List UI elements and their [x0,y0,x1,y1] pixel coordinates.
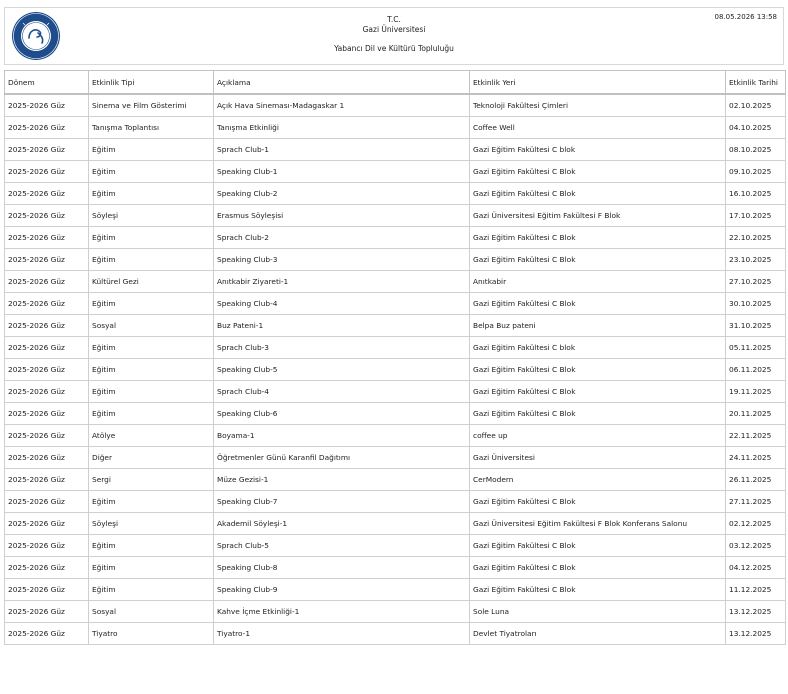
cell-etkinlik-tarihi: 13.12.2025 [726,601,786,623]
table-row [5,381,786,403]
cell-aciklama: Tanışma Etkinliği [214,117,470,139]
cell-etkinlik-tarihi: 13.12.2025 [726,623,786,645]
cell-aciklama: Speaking Club-5 [214,359,470,381]
cell-etkinlik-yeri: CerModern [470,469,726,491]
cell-etkinlik-tipi: Kültürel Gezi [89,271,214,293]
cell-donem: 2025-2026 Güz [5,381,89,403]
cell-etkinlik-tarihi: 20.11.2025 [726,403,786,425]
table-header-row [5,71,786,95]
cell-donem: 2025-2026 Güz [5,227,89,249]
table-row [5,359,786,381]
cell-etkinlik-tarihi: 31.10.2025 [726,315,786,337]
cell-aciklama: Speaking Club-7 [214,491,470,513]
table-row [5,447,786,469]
cell-etkinlik-tipi: Eğitim [89,359,214,381]
cell-etkinlik-tipi: Eğitim [89,337,214,359]
cell-donem: 2025-2026 Güz [5,469,89,491]
cell-etkinlik-tarihi: 04.10.2025 [726,117,786,139]
table-row [5,601,786,623]
cell-aciklama: Speaking Club-9 [214,579,470,601]
cell-etkinlik-tipi: Söyleşi [89,513,214,535]
cell-etkinlik-tarihi: 02.10.2025 [726,94,786,117]
cell-aciklama: Öğretmenler Günü Karanfil Dağıtımı [214,447,470,469]
table-row [5,623,786,645]
cell-aciklama: Sprach Club-4 [214,381,470,403]
cell-donem: 2025-2026 Güz [5,359,89,381]
cell-donem: 2025-2026 Güz [5,205,89,227]
cell-etkinlik-yeri: Gazi Eğitim Fakültesi C Blok [470,491,726,513]
cell-etkinlik-tipi: Atölye [89,425,214,447]
cell-etkinlik-tipi: Eğitim [89,579,214,601]
cell-aciklama: Sprach Club-2 [214,227,470,249]
cell-etkinlik-yeri: Gazi Üniversitesi Eğitim Fakültesi F Blok [470,205,726,227]
cell-etkinlik-tipi: Tiyatro [89,623,214,645]
cell-etkinlik-tarihi: 06.11.2025 [726,359,786,381]
cell-etkinlik-tarihi: 16.10.2025 [726,183,786,205]
table-row [5,94,786,117]
cell-aciklama: Speaking Club-1 [214,161,470,183]
cell-donem: 2025-2026 Güz [5,579,89,601]
cell-etkinlik-yeri: coffee up [470,425,726,447]
header-university-name: Gazi Üniversitesi [362,25,426,34]
cell-etkinlik-tipi: Sinema ve Film Gösterimi [89,94,214,117]
column-header-etkinlik-tipi: Etkinlik Tipi [89,71,214,95]
cell-etkinlik-yeri: Gazi Eğitim Fakültesi C Blok [470,403,726,425]
table-row [5,403,786,425]
cell-donem: 2025-2026 Güz [5,271,89,293]
table-row [5,293,786,315]
cell-etkinlik-tarihi: 22.10.2025 [726,227,786,249]
cell-etkinlik-yeri: Sole Luna [470,601,726,623]
report-header [4,7,784,65]
header-titles [5,15,783,54]
cell-aciklama: Erasmus Söyleşisi [214,205,470,227]
table-row [5,579,786,601]
cell-etkinlik-tipi: Eğitim [89,535,214,557]
cell-donem: 2025-2026 Güz [5,425,89,447]
cell-etkinlik-yeri: Gazi Eğitim Fakültesi C Blok [470,359,726,381]
cell-etkinlik-tarihi: 11.12.2025 [726,579,786,601]
cell-donem: 2025-2026 Güz [5,535,89,557]
events-table [4,70,786,645]
cell-etkinlik-tarihi: 05.11.2025 [726,337,786,359]
cell-etkinlik-yeri: Gazi Eğitim Fakültesi C Blok [470,579,726,601]
column-header-etkinlik-tarihi: Etkinlik Tarihi [726,71,786,95]
table-row [5,139,786,161]
cell-etkinlik-tarihi: 19.11.2025 [726,381,786,403]
cell-etkinlik-tipi: Eğitim [89,161,214,183]
cell-aciklama: Boyama-1 [214,425,470,447]
table-row [5,337,786,359]
cell-donem: 2025-2026 Güz [5,337,89,359]
cell-donem: 2025-2026 Güz [5,139,89,161]
cell-aciklama: Akademil Söyleşi-1 [214,513,470,535]
cell-aciklama: Müze Gezisi-1 [214,469,470,491]
cell-etkinlik-yeri: Devlet Tiyatroları [470,623,726,645]
cell-etkinlik-tarihi: 02.12.2025 [726,513,786,535]
cell-donem: 2025-2026 Güz [5,183,89,205]
cell-etkinlik-tipi: Sosyal [89,601,214,623]
report-timestamp: 08.05.2026 13:58 [714,13,777,21]
table-row [5,315,786,337]
cell-etkinlik-yeri: Gazi Eğitim Fakültesi C Blok [470,183,726,205]
cell-etkinlik-yeri: Gazi Üniversitesi [470,447,726,469]
cell-etkinlik-yeri: Belpa Buz pateni [470,315,726,337]
cell-donem: 2025-2026 Güz [5,447,89,469]
cell-aciklama: Buz Pateni-1 [214,315,470,337]
cell-etkinlik-tipi: Sosyal [89,315,214,337]
cell-etkinlik-tipi: Söyleşi [89,205,214,227]
table-row [5,513,786,535]
cell-donem: 2025-2026 Güz [5,117,89,139]
cell-aciklama: Speaking Club-6 [214,403,470,425]
cell-donem: 2025-2026 Güz [5,293,89,315]
cell-etkinlik-tipi: Sergi [89,469,214,491]
table-row [5,271,786,293]
cell-etkinlik-yeri: Gazi Eğitim Fakültesi C Blok [470,249,726,271]
table-row [5,425,786,447]
cell-donem: 2025-2026 Güz [5,491,89,513]
cell-aciklama: Kahve İçme Etkinliği-1 [214,601,470,623]
cell-aciklama: Sprach Club-1 [214,139,470,161]
cell-etkinlik-tarihi: 30.10.2025 [726,293,786,315]
cell-aciklama: Sprach Club-5 [214,535,470,557]
cell-donem: 2025-2026 Güz [5,315,89,337]
cell-etkinlik-tipi: Eğitim [89,557,214,579]
cell-donem: 2025-2026 Güz [5,403,89,425]
cell-etkinlik-yeri: Gazi Eğitim Fakültesi C Blok [470,535,726,557]
cell-etkinlik-tarihi: 22.11.2025 [726,425,786,447]
cell-etkinlik-tipi: Eğitim [89,293,214,315]
cell-aciklama: Sprach Club-3 [214,337,470,359]
table-row [5,557,786,579]
table-body [5,94,786,645]
cell-etkinlik-tipi: Eğitim [89,403,214,425]
cell-donem: 2025-2026 Güz [5,601,89,623]
cell-etkinlik-tarihi: 26.11.2025 [726,469,786,491]
cell-donem: 2025-2026 Güz [5,623,89,645]
cell-etkinlik-yeri: Gazi Eğitim Fakültesi C Blok [470,557,726,579]
cell-etkinlik-yeri: Gazi Eğitim Fakültesi C Blok [470,161,726,183]
cell-etkinlik-tarihi: 08.10.2025 [726,139,786,161]
cell-etkinlik-yeri: Gazi Eğitim Fakültesi C Blok [470,227,726,249]
column-header-etkinlik-yeri: Etkinlik Yeri [470,71,726,95]
cell-aciklama: Anıtkabir Ziyareti-1 [214,271,470,293]
table-row [5,491,786,513]
cell-aciklama: Açık Hava Sineması-Madagaskar 1 [214,94,470,117]
cell-etkinlik-tipi: Diğer [89,447,214,469]
cell-etkinlik-tipi: Tanışma Toplantısı [89,117,214,139]
cell-etkinlik-tarihi: 27.10.2025 [726,271,786,293]
cell-etkinlik-tipi: Eğitim [89,491,214,513]
cell-etkinlik-tarihi: 09.10.2025 [726,161,786,183]
cell-etkinlik-tarihi: 03.12.2025 [726,535,786,557]
cell-etkinlik-tarihi: 24.11.2025 [726,447,786,469]
cell-etkinlik-yeri: Gazi Üniversitesi Eğitim Fakültesi F Blok Konferans Salonu [470,513,726,535]
cell-etkinlik-tipi: Eğitim [89,139,214,161]
table-row [5,535,786,557]
table-row [5,249,786,271]
header-club-name: Yabancı Dil ve Kültürü Topluluğu [334,44,454,53]
cell-etkinlik-tipi: Eğitim [89,227,214,249]
cell-etkinlik-yeri: Gazi Eğitim Fakültesi C blok [470,139,726,161]
table-row [5,227,786,249]
cell-etkinlik-tipi: Eğitim [89,183,214,205]
cell-etkinlik-yeri: Gazi Eğitim Fakültesi C Blok [470,381,726,403]
cell-etkinlik-tarihi: 23.10.2025 [726,249,786,271]
cell-etkinlik-yeri: Teknoloji Fakültesi Çimleri [470,94,726,117]
table-row [5,469,786,491]
header-line-tc: T.C. [387,15,401,24]
cell-etkinlik-tarihi: 17.10.2025 [726,205,786,227]
cell-etkinlik-tarihi: 04.12.2025 [726,557,786,579]
cell-etkinlik-yeri: Gazi Eğitim Fakültesi C blok [470,337,726,359]
cell-etkinlik-yeri: Anıtkabir [470,271,726,293]
cell-etkinlik-tipi: Eğitim [89,249,214,271]
cell-aciklama: Tiyatro-1 [214,623,470,645]
table-row [5,117,786,139]
cell-etkinlik-yeri: Gazi Eğitim Fakültesi C Blok [470,293,726,315]
cell-etkinlik-yeri: Coffee Well [470,117,726,139]
cell-aciklama: Speaking Club-3 [214,249,470,271]
table-row [5,161,786,183]
cell-donem: 2025-2026 Güz [5,557,89,579]
cell-donem: 2025-2026 Güz [5,161,89,183]
column-header-aciklama: Açıklama [214,71,470,95]
cell-donem: 2025-2026 Güz [5,249,89,271]
cell-aciklama: Speaking Club-8 [214,557,470,579]
cell-donem: 2025-2026 Güz [5,513,89,535]
table-row [5,205,786,227]
cell-etkinlik-tarihi: 27.11.2025 [726,491,786,513]
cell-aciklama: Speaking Club-4 [214,293,470,315]
column-header-donem: Dönem [5,71,89,95]
cell-aciklama: Speaking Club-2 [214,183,470,205]
table-row [5,183,786,205]
cell-donem: 2025-2026 Güz [5,94,89,117]
cell-etkinlik-tipi: Eğitim [89,381,214,403]
